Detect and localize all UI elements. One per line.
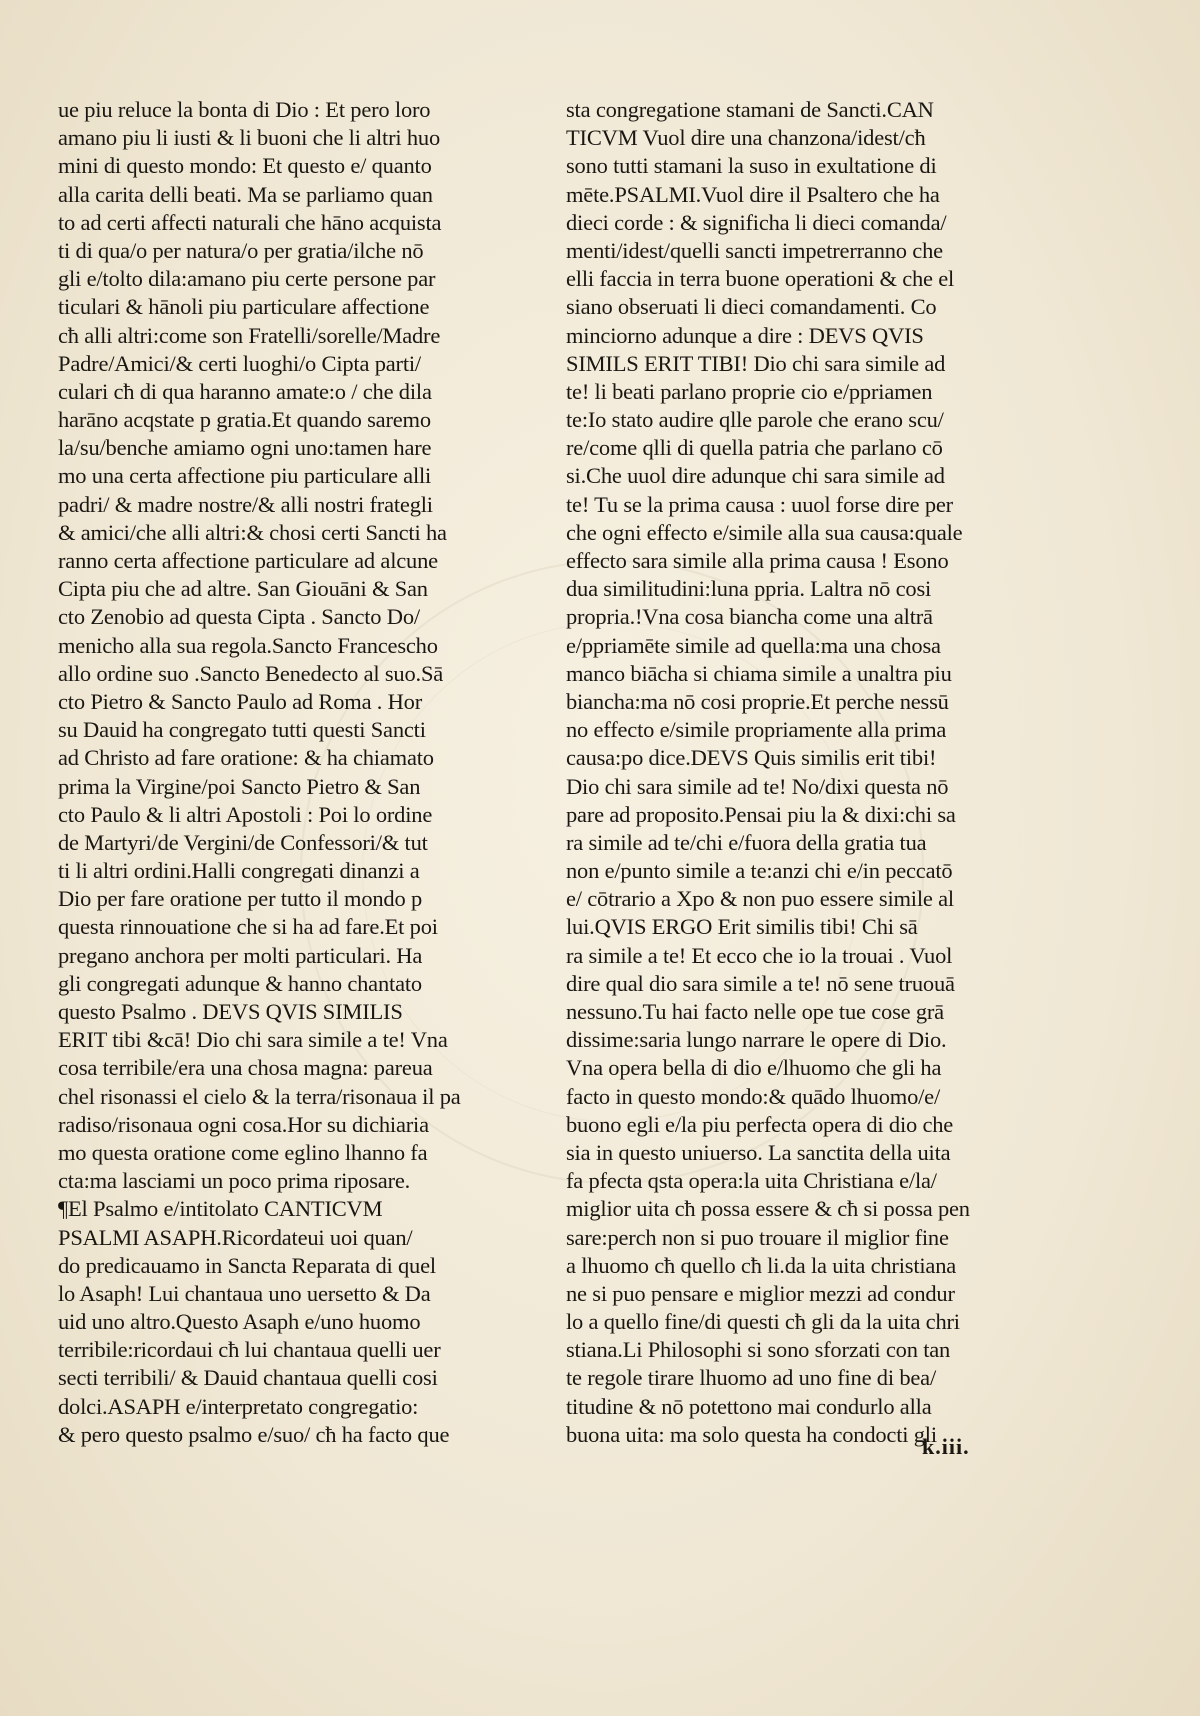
text-line: chel risonassi el cielo & la terra/risonaua il pa	[58, 1083, 461, 1109]
text-line: SIMILS ERIT TIBI! Dio chi sara simile ad	[566, 350, 946, 376]
text-line: ticulari & hānoli piu particulare affectione	[58, 294, 430, 320]
text-line: cta:ma lasciami un poco prima riposare.	[58, 1168, 411, 1194]
text-line: dua similitudini:luna ppria. Laltra nō cosi	[566, 576, 932, 602]
text-line: te regole tirare lhuomo ad uno fine di bea/	[566, 1365, 937, 1391]
text-line: harāno acqstate p gratia.Et quando saremo	[58, 407, 431, 433]
text-line: Padre/Amici/& certi luoghi/o Cipta parti/	[58, 350, 421, 376]
right-text-column	[566, 96, 1036, 1449]
text-line: ERIT tibi &cā! Dio chi sara simile a te! Vna	[58, 1027, 448, 1053]
text-line: & amici/che alli altri:& chosi certi Sancti ha	[58, 519, 447, 545]
text-line: buono egli e/la piu perfecta opera di dio che	[566, 1111, 954, 1137]
text-line: effecto sara simile alla prima causa ! Esono	[566, 548, 949, 573]
text-line: che ogni effecto e/simile alla sua causa:quale	[566, 519, 963, 545]
text-line: gli e/tolto dila:amano piu certe persone par	[58, 266, 436, 292]
text-line: uid uno altro.Questo Asaph e/uno huomo	[58, 1309, 421, 1335]
text-line: stiana.Li Philosophi si sono sforzati con tan	[566, 1337, 951, 1363]
text-line: TICVM Vuol dire una chanzona/idest/cħ	[566, 125, 926, 151]
text-line: miglior uita cħ possa essere & cħ si possa pen	[566, 1196, 970, 1222]
text-line: terribile:ricordaui cħ lui chantaua quelli uer	[58, 1337, 441, 1363]
text-line: do predicauamo in Sancta Reparata di quel	[58, 1252, 436, 1278]
text-line: alla carita delli beati. Ma se parliamo quan	[58, 181, 433, 207]
text-line: amano piu li iusti & li buoni che li altri huo	[58, 125, 441, 151]
text-line: de Martyri/de Vergini/de Confessori/& tut	[58, 829, 428, 855]
signature-mark: k.iii.	[922, 1434, 970, 1459]
text-line: & pero questo psalmo e/suo/ cħ ha facto que	[58, 1421, 450, 1447]
text-line: Cipta piu che ad altre. San Giouāni & San	[58, 576, 428, 602]
text-line: ¶El Psalmo e/intitolato CANTICVM	[58, 1196, 383, 1222]
text-line: gli congregati adunque & hanno chantato	[58, 970, 422, 996]
text-line: su Dauid ha congregato tutti questi Sancti	[58, 717, 426, 743]
text-line: mini di questo mondo: Et questo e/ quanto	[58, 153, 432, 179]
text-line: si.Che uuol dire adunque chi sara simile ad	[566, 463, 945, 489]
text-line: propria.!Vna cosa biancha come una altrā	[566, 604, 933, 630]
text-line: culari cħ di qua haranno amate:o / che dila	[58, 378, 432, 404]
text-line: pregano anchora per molti particulari. Ha	[58, 942, 423, 968]
text-line: siano obseruati li dieci comandamenti. Co	[566, 294, 937, 320]
text-line: re/come qlli di quella patria che parlano cō	[566, 435, 943, 461]
text-line: menicho alla sua regola.Sancto Francescho	[58, 632, 438, 658]
text-line: to ad certi affecti naturali che hāno acquista	[58, 209, 442, 235]
text-line: Dio chi sara simile ad te! No/dixi questa nō	[566, 773, 949, 799]
text-line: no effecto e/simile propriamente alla prima	[566, 717, 947, 743]
text-line: allo ordine suo .Sancto Benedecto al suo.Sā	[58, 660, 444, 686]
text-line: lo a quello fine/di questi cħ gli da la uita chri	[566, 1309, 960, 1335]
text-line: mo questa oratione come eglino lhanno fa	[58, 1139, 428, 1165]
text-line: mo una certa affectione piu particulare alli	[58, 463, 432, 489]
text-line: te! Tu se la prima causa : uuol forse dire per	[566, 491, 953, 517]
text-line: cosa terribile/era una chosa magna: pareua	[58, 1055, 433, 1081]
text-line: mēte.PSALMI.Vuol dire il Psaltero che ha	[566, 181, 940, 207]
text-line: sare:perch non si puo trouare il miglior fine	[566, 1224, 949, 1250]
text-line: pare ad proposito.Pensai piu la & dixi:chi sa	[566, 801, 956, 827]
text-line: te! li beati parlano proprie cio e/ppriamen	[566, 378, 933, 404]
text-line: sia in questo uniuerso. La sanctita della uita	[566, 1139, 951, 1165]
text-line: Vna opera bella di dio e/lhuomo che gli ha	[566, 1055, 942, 1081]
text-line: fa pfecta qsta opera:la uita Christiana e/la/	[566, 1168, 937, 1194]
text-line: biancha:ma nō cosi proprie.Et perche nessū	[566, 688, 949, 714]
text-line: titudine & nō potettono mai condurlo alla	[566, 1393, 932, 1419]
text-line: buona uita: ma solo questa ha condocti gli	[566, 1421, 937, 1447]
text-line: manco biācha si chiama simile a unaltra piu	[566, 660, 952, 686]
text-line: ue piu reluce la bonta di Dio : Et pero loro	[58, 97, 431, 122]
text-line: secti terribili/ & Dauid chantaua quelli cosi	[58, 1365, 438, 1391]
text-line: ad Christo ad fare oratione: & ha chiamato	[58, 745, 434, 771]
text-line: ra simile a te! Et ecco che io la trouai . Vuol	[566, 942, 953, 968]
text-line: menti/idest/quelli sancti impetrerranno che	[566, 237, 943, 263]
text-line: causa:po dice.DEVS Quis similis erit tibi!	[566, 745, 937, 771]
text-line: prima la Virgine/poi Sancto Pietro & San	[58, 773, 421, 799]
text-line: la/su/benche amiamo ogni uno:tamen hare	[58, 435, 432, 461]
text-line: ti li altri ordini.Halli congregati dinanzi a	[58, 858, 420, 884]
text-line: elli faccia in terra buone operationi & che el	[566, 266, 955, 292]
text-line: facto in questo mondo:& quādo lhuomo/e/	[566, 1083, 941, 1109]
text-line: te:Io stato audire qlle parole che erano scu/	[566, 407, 944, 433]
text-line: nessuno.Tu hai facto nelle ope tue cose grā	[566, 999, 944, 1024]
text-line: PSALMI ASAPH.Ricordateui uoi quan/	[58, 1224, 413, 1250]
text-line: Dio per fare oratione per tutto il mondo p	[58, 886, 422, 912]
text-line: ti di qua/o per natura/o per gratia/ilche nō	[58, 237, 424, 263]
text-line: questa rinnouatione che si ha ad fare.Et poi	[58, 914, 438, 940]
text-line: ra simile ad te/chi e/fuora della gratia tua	[566, 829, 927, 855]
text-line: ne si puo pensare e miglior mezzi ad condur	[566, 1280, 955, 1306]
text-line: lo Asaph! Lui chantaua uno uersetto & Da	[58, 1280, 431, 1306]
left-text-column	[58, 96, 528, 1449]
text-line: questo Psalmo . DEVS QVIS SIMILIS	[58, 999, 403, 1024]
text-line: non e/punto simile a te:anzi chi e/in peccatō	[566, 858, 953, 884]
text-line: e/ppriamēte simile ad quella:ma una chosa	[566, 632, 941, 658]
text-line: cto Zenobio ad questa Cipta . Sancto Do/	[58, 604, 420, 630]
text-line: e/ cōtrario a Xpo & non puo essere simile al	[566, 886, 954, 912]
text-line: cto Paulo & li altri Apostoli : Poi lo ordine	[58, 801, 433, 827]
text-line: dire qual dio sara simile a te! nō sene truouā	[566, 970, 955, 996]
text-line: ranno certa affectione particulare ad alcune	[58, 548, 438, 573]
text-line: padri/ & madre nostre/& alli nostri frategli	[58, 491, 433, 517]
text-line: cħ alli altri:come son Fratelli/sorelle/Madre	[58, 322, 441, 348]
text-line: a lhuomo cħ quello cħ li.da la uita christiana	[566, 1252, 957, 1278]
text-line: dolci.ASAPH e/interpretato congregatio:	[58, 1393, 419, 1419]
text-line: dissime:saria lungo narrare le opere di Dio.	[566, 1027, 947, 1053]
text-line: radiso/risonaua ogni cosa.Hor su dichiaria	[58, 1111, 429, 1137]
text-line: sta congregatione stamani de Sancti.CAN	[566, 97, 934, 122]
text-line: minciorno adunque a dire : DEVS QVIS	[566, 322, 924, 348]
text-line: cto Pietro & Sancto Paulo ad Roma . Hor	[58, 688, 423, 714]
text-line: dieci corde : & significha li dieci comanda/	[566, 209, 947, 235]
text-line: sono tutti stamani la suso in exultatione di	[566, 153, 937, 179]
text-line: lui.QVIS ERGO Erit similis tibi! Chi sā	[566, 914, 918, 940]
